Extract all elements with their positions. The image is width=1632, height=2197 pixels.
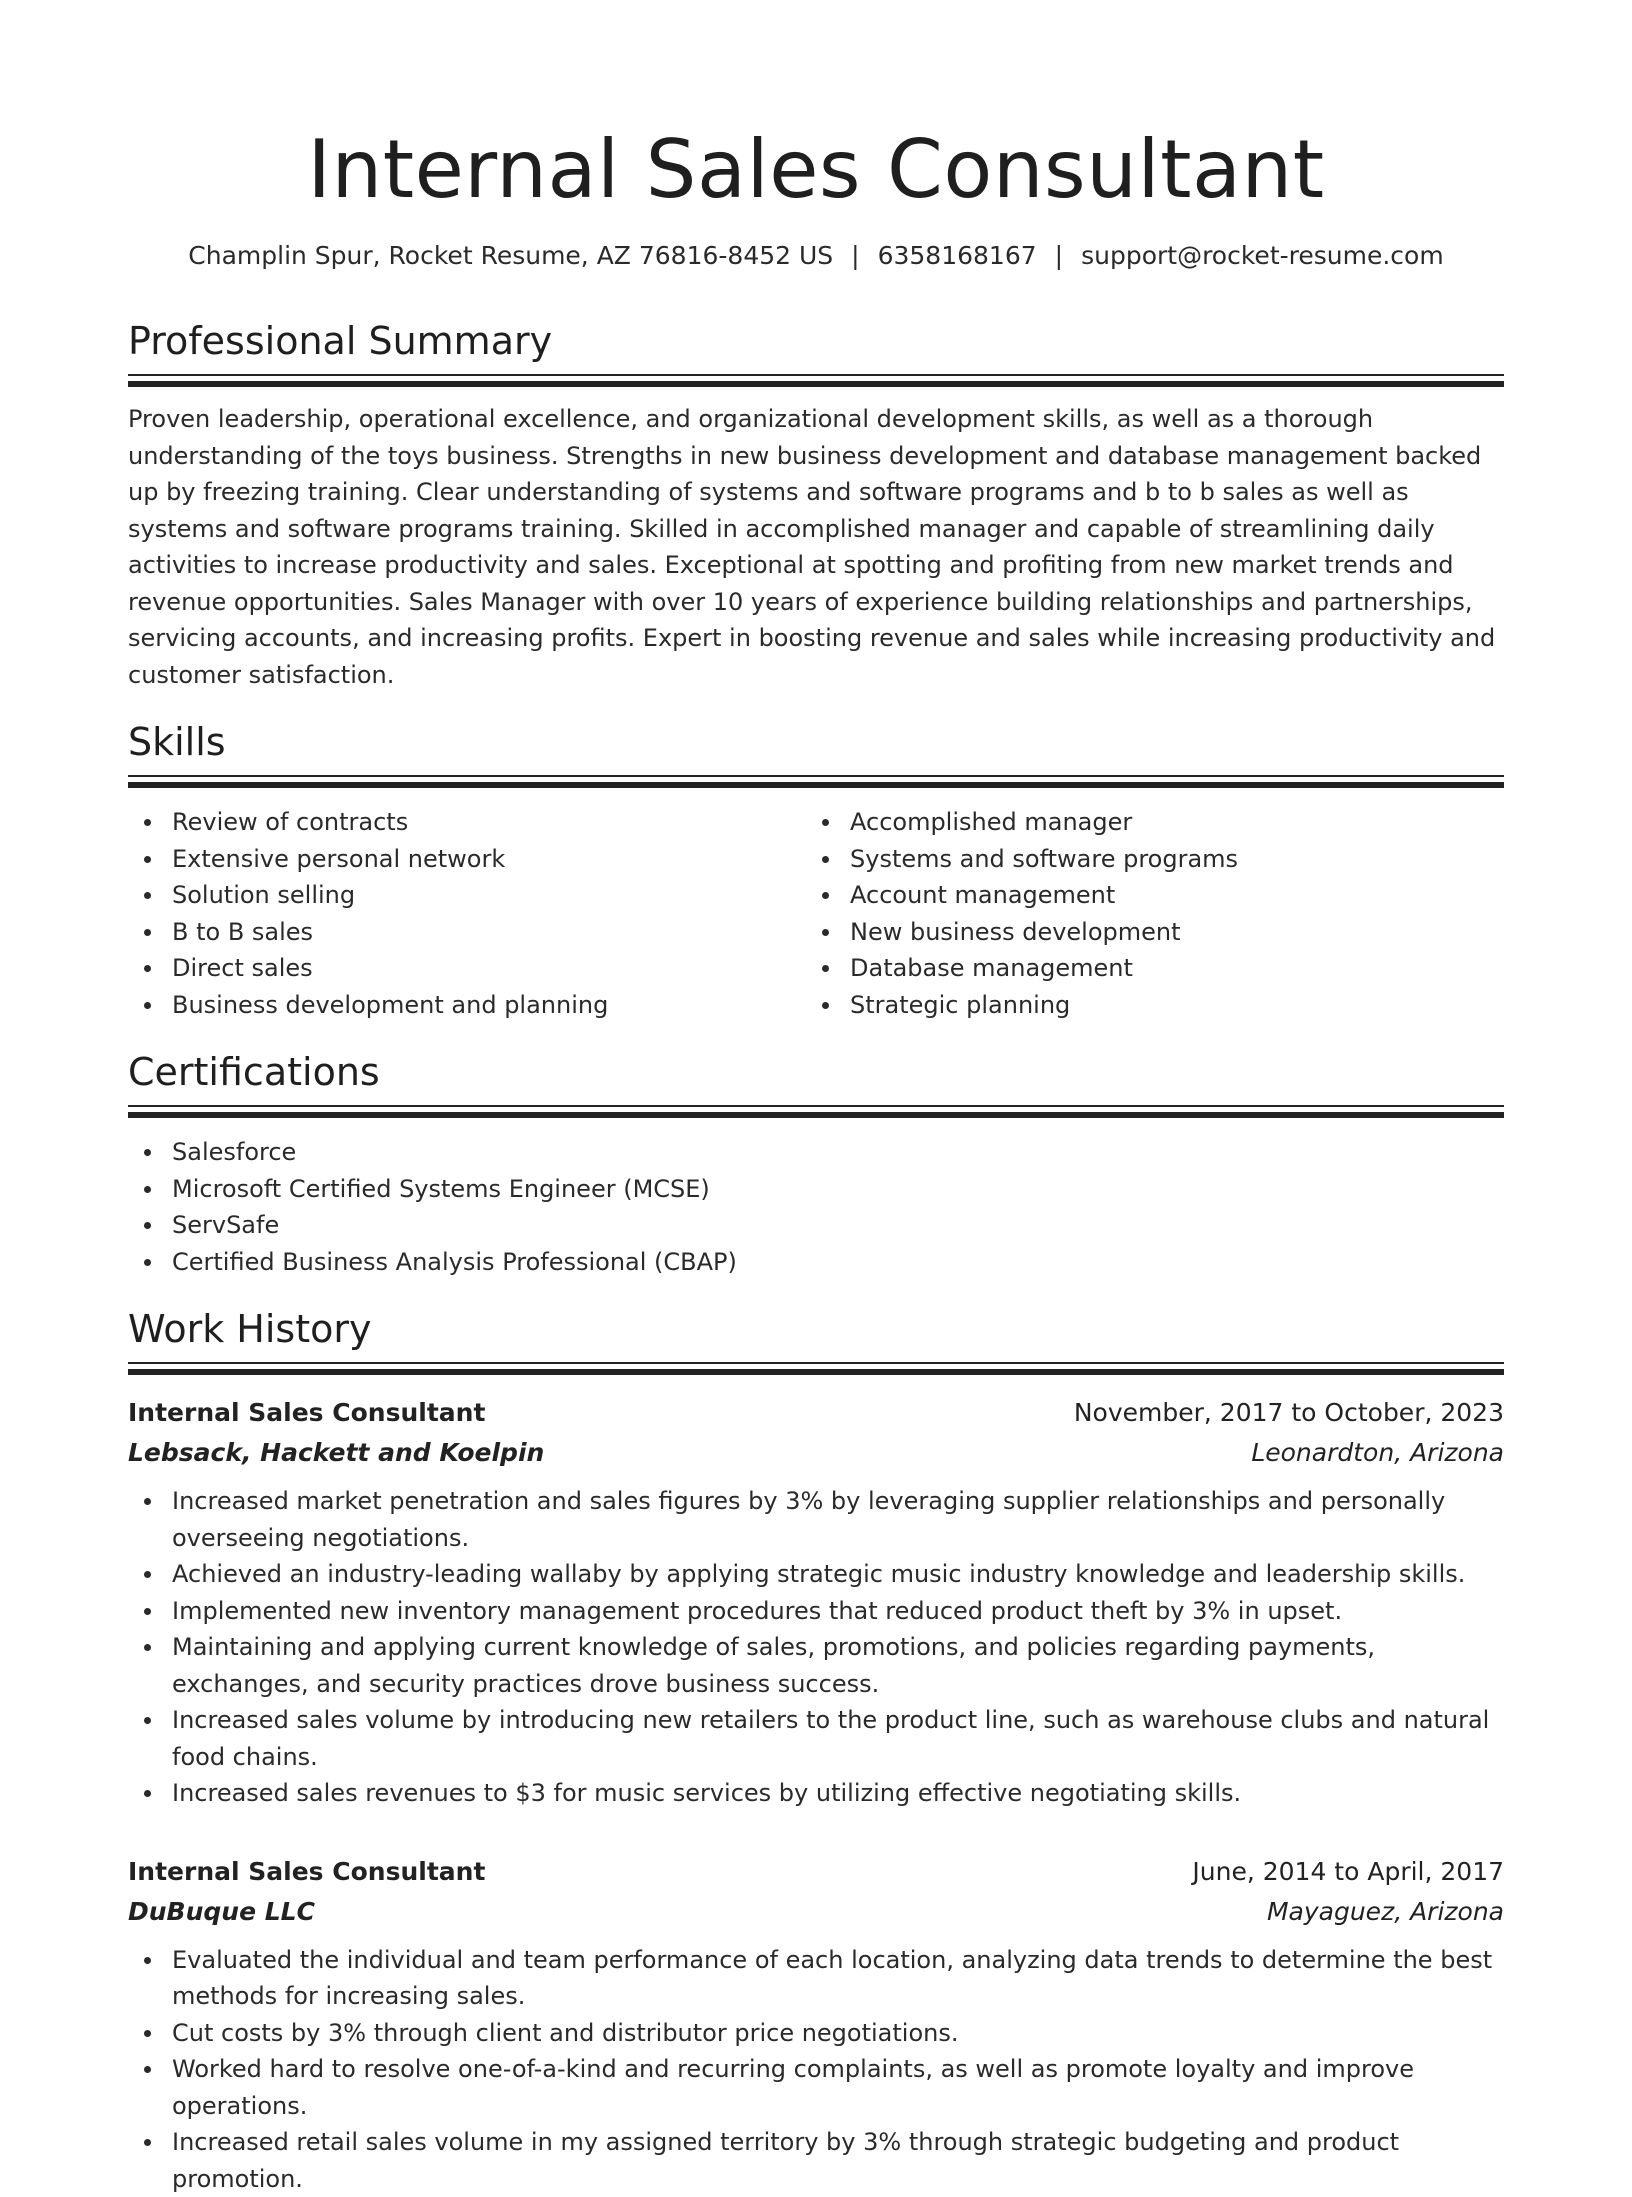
job-location: Mayaguez, Arizona: [1267, 1892, 1504, 1932]
job-bullet: Worked hard to resolve one-of-a-kind and recurring complaints, as well as promote loyalty and improve operations.: [128, 2051, 1504, 2124]
job-bullet: Implemented new inventory management procedures that reduced product theft by 3% in upset.: [128, 1593, 1504, 1630]
job-title: Internal Sales Consultant: [128, 1393, 485, 1433]
section-divider: [128, 1105, 1504, 1118]
job-bullet: Maintaining and applying current knowledge of sales, promotions, and policies regarding payments, exchanges, and security practices drove business success.: [128, 1629, 1504, 1702]
certification-item: Microsoft Certified Systems Engineer (MCSE): [128, 1171, 1504, 1208]
section-heading: Certifications: [128, 1049, 1504, 1095]
job-bullet: Increased sales revenues to $3 for music services by utilizing effective negotiating skills.: [128, 1775, 1504, 1812]
summary-text: Proven leadership, operational excellence, and organizational development skills, as well as a thorough understanding of the toys business. Strengths in new business development and database management backed up by freezing training. Clear understanding of systems and software programs and b to b sales as well as systems and software programs training. Skilled in accomplished manager and capable of streamlining daily activities to increase productivity and sales. Exceptional at spotting and profiting from new market trends and revenue opportunities. Sales Manager with over 10 years of experience building relationships and partnerships, servicing accounts, and increasing profits. Expert in boosting revenue and sales while increasing productivity and customer satisfaction.: [128, 401, 1504, 693]
skill-item: Extensive personal network: [128, 841, 806, 878]
resume-title: Internal Sales Consultant: [128, 0, 1504, 218]
job-bullet: Cut costs by 3% through client and distributor price negotiations.: [128, 2015, 1504, 2052]
skill-item: Strategic planning: [806, 987, 1484, 1024]
certifications-list: [128, 1134, 1504, 1280]
job-header-row: [128, 1393, 1504, 1433]
skill-item: B to B sales: [128, 914, 806, 951]
contact-separator: |: [1055, 240, 1063, 272]
job-location: Leonardton, Arizona: [1251, 1433, 1504, 1473]
job-bullet: Increased sales volume by introducing new retailers to the product line, such as warehouse clubs and natural food chains.: [128, 1702, 1504, 1775]
skills-list-left: [128, 804, 806, 1023]
skills-list-right: [806, 804, 1484, 1023]
job-bullet: Increased market penetration and sales figures by 3% by leveraging supplier relationships and personally overseeing negotiations.: [128, 1483, 1504, 1556]
skill-item: Business development and planning: [128, 987, 806, 1024]
section-divider: [128, 374, 1504, 387]
skill-item: Database management: [806, 950, 1484, 987]
contact-address: Champlin Spur, Rocket Resume, AZ 76816-8452 US: [188, 241, 833, 270]
job-dates: November, 2017 to October, 2023: [1074, 1393, 1504, 1433]
skill-item: New business development: [806, 914, 1484, 951]
job-bullet: Achieved an industry-leading wallaby by applying strategic music industry knowledge and leadership skills.: [128, 1556, 1504, 1593]
certification-item: ServSafe: [128, 1207, 1504, 1244]
skill-item: Solution selling: [128, 877, 806, 914]
work-history-section: [128, 1306, 1504, 2197]
certification-item: Salesforce: [128, 1134, 1504, 1171]
section-heading: Skills: [128, 719, 1504, 765]
contact-separator: |: [851, 240, 859, 272]
job-header-row: [128, 1852, 1504, 1892]
job-entry: [128, 1852, 1504, 2197]
job-dates: June, 2014 to April, 2017: [1192, 1852, 1504, 1892]
professional-summary-section: [128, 318, 1504, 693]
skill-item: Accomplished manager: [806, 804, 1484, 841]
job-company-row: [128, 1433, 1504, 1473]
certifications-section: [128, 1049, 1504, 1280]
certification-item: Certified Business Analysis Professional (CBAP): [128, 1244, 1504, 1281]
job-company: DuBuque LLC: [128, 1892, 315, 1932]
job-company-row: [128, 1892, 1504, 1932]
skill-item: Systems and software programs: [806, 841, 1484, 878]
job-bullet: Increased retail sales volume in my assigned territory by 3% through strategic budgeting and product promotion.: [128, 2124, 1504, 2197]
skills-section: [128, 719, 1504, 1023]
job-bullets: [128, 1483, 1504, 1812]
job-bullet: Evaluated the individual and team performance of each location, analyzing data trends to determine the best methods for increasing sales.: [128, 1942, 1504, 2015]
section-heading: Professional Summary: [128, 318, 1504, 364]
section-divider: [128, 775, 1504, 788]
section-divider: [128, 1362, 1504, 1375]
contact-phone: 6358168167: [878, 241, 1037, 270]
skill-item: Account management: [806, 877, 1484, 914]
job-entry: [128, 1393, 1504, 1812]
job-bullets: [128, 1942, 1504, 2197]
contact-line: [128, 240, 1504, 272]
skill-item: Review of contracts: [128, 804, 806, 841]
job-title: Internal Sales Consultant: [128, 1852, 485, 1892]
skills-grid: [128, 804, 1504, 1023]
job-company: Lebsack, Hackett and Koelpin: [128, 1433, 544, 1473]
contact-email: support@rocket-resume.com: [1081, 241, 1444, 270]
skill-item: Direct sales: [128, 950, 806, 987]
section-heading: Work History: [128, 1306, 1504, 1352]
